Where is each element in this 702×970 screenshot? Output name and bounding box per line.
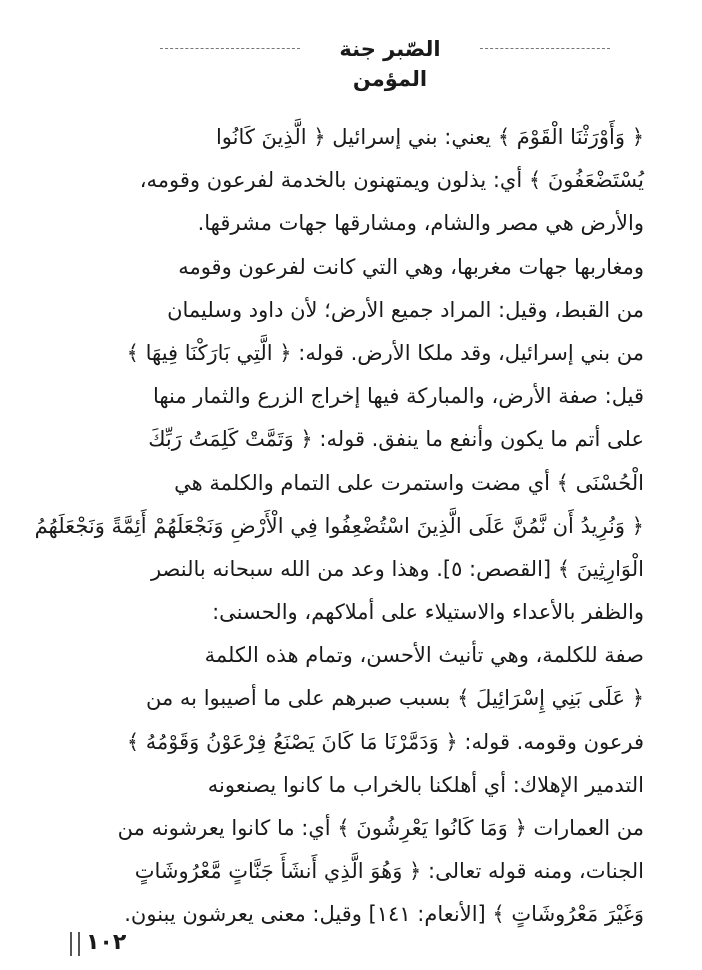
text-line: فرعون وقومه. قوله: ﴿ وَدَمَّرْنَا مَا كَانَ يَصْنَعُ فِرْعَوْنُ وَقَوْمُهُ ﴾: [126, 729, 644, 754]
text-line: الْوَارِثِينَ ﴾ [القصص: ٥]. وهذا وعد من الله سبحانه بالنصر: [150, 556, 644, 581]
text-line: الْحُسْنَى ﴾ أي مضت واستمرت على التمام والكلمة هي: [174, 470, 644, 495]
text-line: الجنات، ومنه قوله تعالى: ﴿ وَهُوَ الَّذِي أَنشَأَ جَنَّاتٍ مَّعْرُوشَاتٍ: [134, 859, 644, 884]
text-line: من القبط، وقيل: المراد جميع الأرض؛ لأن داود وسليمان: [167, 297, 644, 322]
text-line: التدمير الإهلاك: أي أهلكنا بالخراب ما كانوا يصنعونه: [207, 772, 644, 797]
page-number: ١٠٢: [86, 930, 127, 955]
text-line: صفة للكلمة، وهي تأنيث الأحسن، وتمام هذه الكلمة: [204, 643, 644, 668]
text-line: وَغَيْرَ مَعْرُوشَاتٍ ﴾ [الأنعام: ١٤١] وقيل: معنى يعرشون يبنون.: [124, 902, 644, 927]
text-line: قيل: صفة الأرض، والمباركة فيها إخراج الزرع والثمار منها: [152, 384, 644, 409]
text-line: على أتم ما يكون وأنفع ما ينفق. قوله: ﴿ وَتَمَّتْ كَلِمَتُ رَبِّكَ: [148, 427, 644, 452]
page-footer: [0, 930, 702, 960]
running-head-title: الصّبر جنة المؤمن: [339, 37, 441, 91]
text-line: والأرض هي مصر والشام، ومشارقها جهات مشرقها.: [197, 211, 644, 236]
text-line: ﴿ وَنُرِيدُ أَن نَّمُنَّ عَلَى الَّذِينَ اسْتُضْعِفُوا فِي الْأَرْضِ وَنَجْعَلَهُمْ أَئِمَّةً وَنَجْعَلَهُمُ: [34, 513, 644, 538]
text-line: ومغاربها جهات مغربها، وهي التي كانت لفرعون وقومه: [178, 254, 644, 279]
header-rule-right: [480, 48, 610, 49]
footer-mark: [70, 932, 80, 956]
body-text: [34, 116, 644, 937]
text-line: يُسْتَضْعَفُونَ ﴾ أي: يذلون ويمتهنون بالخدمة لفرعون وقومه،: [139, 168, 644, 193]
text-line: والظفر بالأعداء والاستيلاء على أملاكهم، والحسنى:: [212, 600, 644, 625]
text-line: من بني إسرائيل، وقد ملكا الأرض. قوله: ﴿ الَّتِي بَارَكْنَا فِيهَا ﴾: [126, 340, 644, 365]
header-rule-left: [160, 48, 300, 49]
text-line: ﴿ وَأَوْرَثْنَا الْقَوْمَ ﴾ يعني: بني إسرائيل ﴿ الَّذِينَ كَانُوا: [215, 125, 644, 149]
text-line: ﴿ عَلَى بَنِي إِسْرَائِيلَ ﴾ بسبب صبرهم على ما أصيبوا به من: [146, 686, 644, 711]
text-line: من العمارات ﴿ وَمَا كَانُوا يَعْرِشُونَ ﴾ أي: ما كانوا يعرشونه من: [117, 816, 644, 840]
